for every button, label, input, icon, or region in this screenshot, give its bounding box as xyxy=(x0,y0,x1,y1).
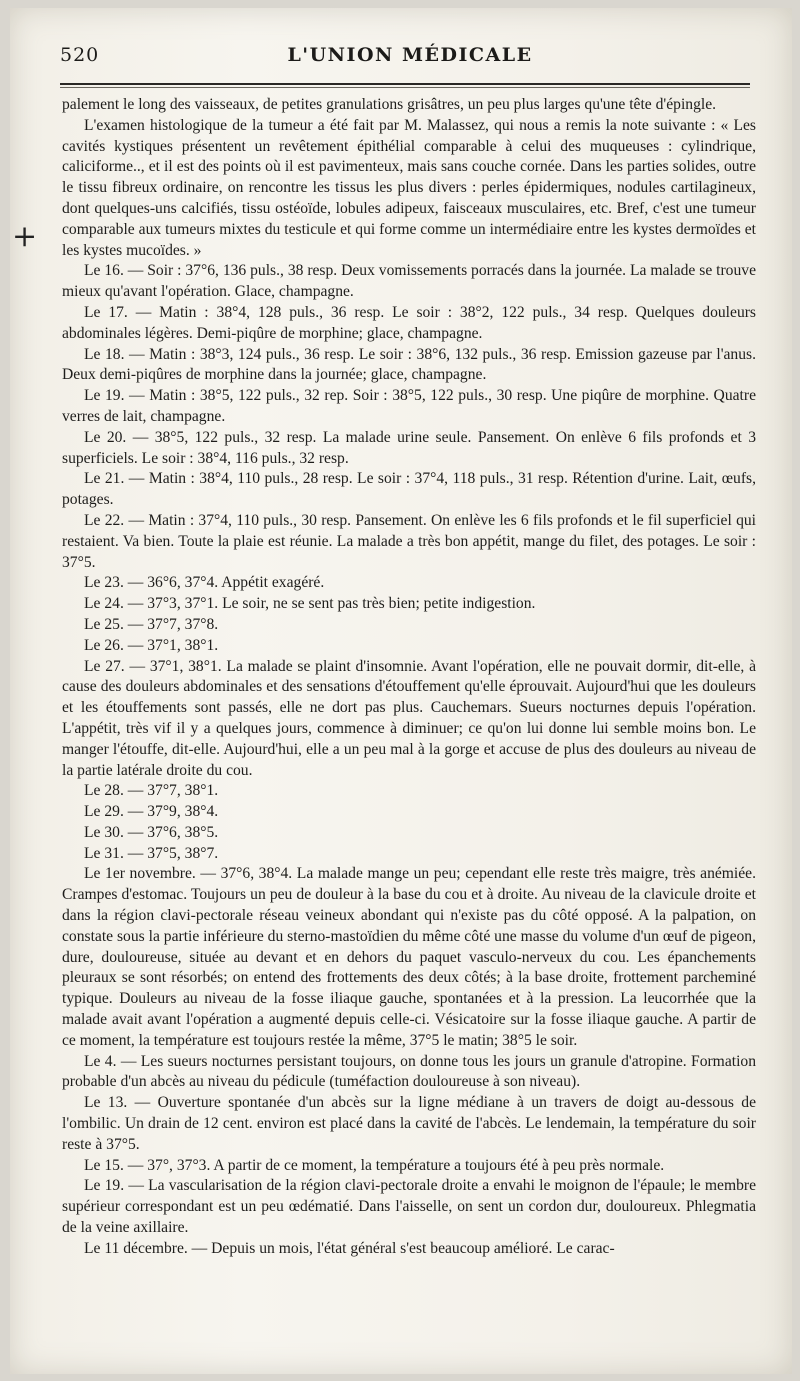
paragraph: L'examen histologique de la tumeur a été fait par M. Malassez, qui nous a remis la note suivante : « Les cavités kystiques présentent un revêtement épithélial comparable à celui des muqueuses : cylindrique, caliciforme.., et il est des points où il est pavimenteux, mais sans couche cornée. Dans les parties solides, outre le tissu fibreux ordinaire, on rencontre les tissus les plus divers : perles épidermiques, nodules cartilagineux, dont quelques-uns calcifiés, tissu ostéoïde, lobules adipeux, faisceaux musculaires, etc. Bref, c'est une tumeur comparable aux tumeurs mixtes du testicule et qui forme comme un intermédiaire entre les kystes dermoïdes et les kystes mucoïdes. » xyxy=(62,116,756,259)
page-number: 520 xyxy=(60,44,100,66)
paragraph: Le 19. — La vascularisation de la région clavi-pectorale droite a envahi le moignon de l'épaule; le membre supérieur correspondant est un peu œdématié. Dans l'aisselle, on sent un cordon dur, douloureux. Phlegmatia de la veine axillaire. xyxy=(62,1177,756,1237)
paragraph: Le 29. — 37°9, 38°4. xyxy=(84,803,219,821)
paragraph: Le 23. — 36°6, 37°4. Appétit exagéré. xyxy=(84,574,325,592)
paragraph: Le 26. — 37°1, 38°1. xyxy=(84,636,219,654)
paragraph: Le 31. — 37°5, 38°7. xyxy=(84,844,219,862)
paragraph: Le 30. — 37°6, 38°5. xyxy=(84,823,219,841)
paragraph: Le 4. — Les sueurs nocturnes persistant toujours, on donne tous les jours un granule d'atropine. Formation probable d'un abcès au niveau du pédicule (tuméfaction douloureuse à son niveau). xyxy=(62,1052,756,1091)
paragraph: Le 22. — Matin : 37°4, 110 puls., 30 resp. Pansement. On enlève les 6 fils profonds et le fil superficiel qui restaient. Va bien. Toute la plaie est réunie. La malade a très bon appétit, mange du filet, des potages. Le soir : 37°5. xyxy=(62,511,756,571)
body-text xyxy=(62,95,756,1260)
paragraph: Le 28. — 37°7, 38°1. xyxy=(84,782,219,800)
paragraph: Le 17. — Matin : 38°4, 128 puls., 36 resp. Le soir : 38°2, 122 puls., 34 resp. Quelques douleurs abdominales légères. Demi-piqûre de morphine; glace, champagne. xyxy=(62,303,756,342)
page-header xyxy=(60,44,760,78)
paragraph: Le 20. — 38°5, 122 puls., 32 resp. La malade urine seule. Pansement. On enlève 6 fils profonds et 3 superficiels. Le soir : 38°4, 116 puls., 32 resp. xyxy=(62,428,756,467)
header-rule xyxy=(60,83,750,85)
paragraph: Le 11 décembre. — Depuis un mois, l'état général s'est beaucoup amélioré. Le carac- xyxy=(84,1239,615,1257)
paragraph: Le 19. — Matin : 38°5, 122 puls., 32 rep. Soir : 38°5, 122 puls., 30 resp. Une piqûre de morphine. Quatre verres de lait, champagne. xyxy=(62,387,756,425)
document-page xyxy=(10,8,792,1374)
paragraph: Le 24. — 37°3, 37°1. Le soir, ne se sent pas très bien; petite indigestion. xyxy=(84,595,536,613)
margin-annotation-mark: + xyxy=(12,219,38,254)
paragraph: Le 27. — 37°1, 38°1. La malade se plaint d'insomnie. Avant l'opération, elle ne pouvait dormir, dit-elle, à cause des douleurs abdominales et des sensations d'étouffement qu'elle éprouvait. Aujourd'hui que les douleurs et les étouffements sont passés, elle ne dort pas plus. Cauchemars. Sueurs nocturnes depuis l'opération. L'appétit, très vif il y a quelques jours, commence à diminuer; ce qu'on lui donne lui semble moins bon. Le manger l'étouffe, dit-elle. Aujourd'hui, elle a un peu mal à la gorge et accuse de plus des douleurs au niveau de la partie latérale droite du cou. xyxy=(62,657,756,779)
paragraph: Le 13. — Ouverture spontanée d'un abcès sur la ligne médiane à un travers de doigt au-dessous de l'ombilic. Un drain de 12 cent. environ est placé dans la cavité de l'abcès. Le lendemain, la température du soir reste à 37°5. xyxy=(62,1094,756,1153)
running-title: L'UNION MÉDICALE xyxy=(287,44,533,66)
paragraph: Le 21. — Matin : 38°4, 110 puls., 28 resp. Le soir : 37°4, 118 puls., 31 resp. Rétention d'urine. Lait, œufs, potages. xyxy=(62,470,756,509)
paragraph: Le 18. — Matin : 38°3, 124 puls., 36 resp. Le soir : 38°6, 132 puls., 36 resp. Emission gazeuse par l'anus. Deux demi-piqûres de morphine dans la journée; glace, champagne. xyxy=(62,345,756,384)
paragraph: palement le long des vaisseaux, de petites granulations grisâtres, un peu plus larges qu'une tête d'épingle. xyxy=(62,96,717,113)
paragraph: Le 1er novembre. — 37°6, 38°4. La malade mange un peu; cependant elle reste très maigre, très anémiée. Crampes d'estomac. Toujours un peu de douleur à la base du cou et à droite. Au niveau de la clavicule droite et dans la région clavi-pectorale réseau veineux abondant qui n'existe pas du côté opposé. A la palpation, on constate sous la partie inférieure du sterno-mastoïdien du même côté une masse du volume d'un œuf de pigeon, dure, douloureuse, située au devant et en dehors du paquet vasculo-nerveux du cou. Les épanchements pleuraux se sont résorbés; on entend des frottements des deux côtés; à la base droite, frottement parcheminé typique. Douleurs au niveau de la fosse iliaque gauche, spontanées et à la pression. La leucorrhée que la malade avait avant l'opération a augmenté depuis celle-ci. Vésicatoire sur la fosse iliaque gauche. A partir de ce moment, la température est toujours restée la même, 37°5 le matin; 38°5 le soir. xyxy=(62,865,756,1049)
header-rule-thin xyxy=(60,87,750,88)
paragraph: Le 25. — 37°7, 37°8. xyxy=(84,615,219,633)
paragraph: Le 15. — 37°, 37°3. A partir de ce moment, la température a toujours été à peu près normale. xyxy=(84,1156,665,1174)
paragraph: Le 16. — Soir : 37°6, 136 puls., 38 resp. Deux vomissements porracés dans la journée. La malade se trouve mieux qu'avant l'opération. Glace, champagne. xyxy=(62,262,756,301)
